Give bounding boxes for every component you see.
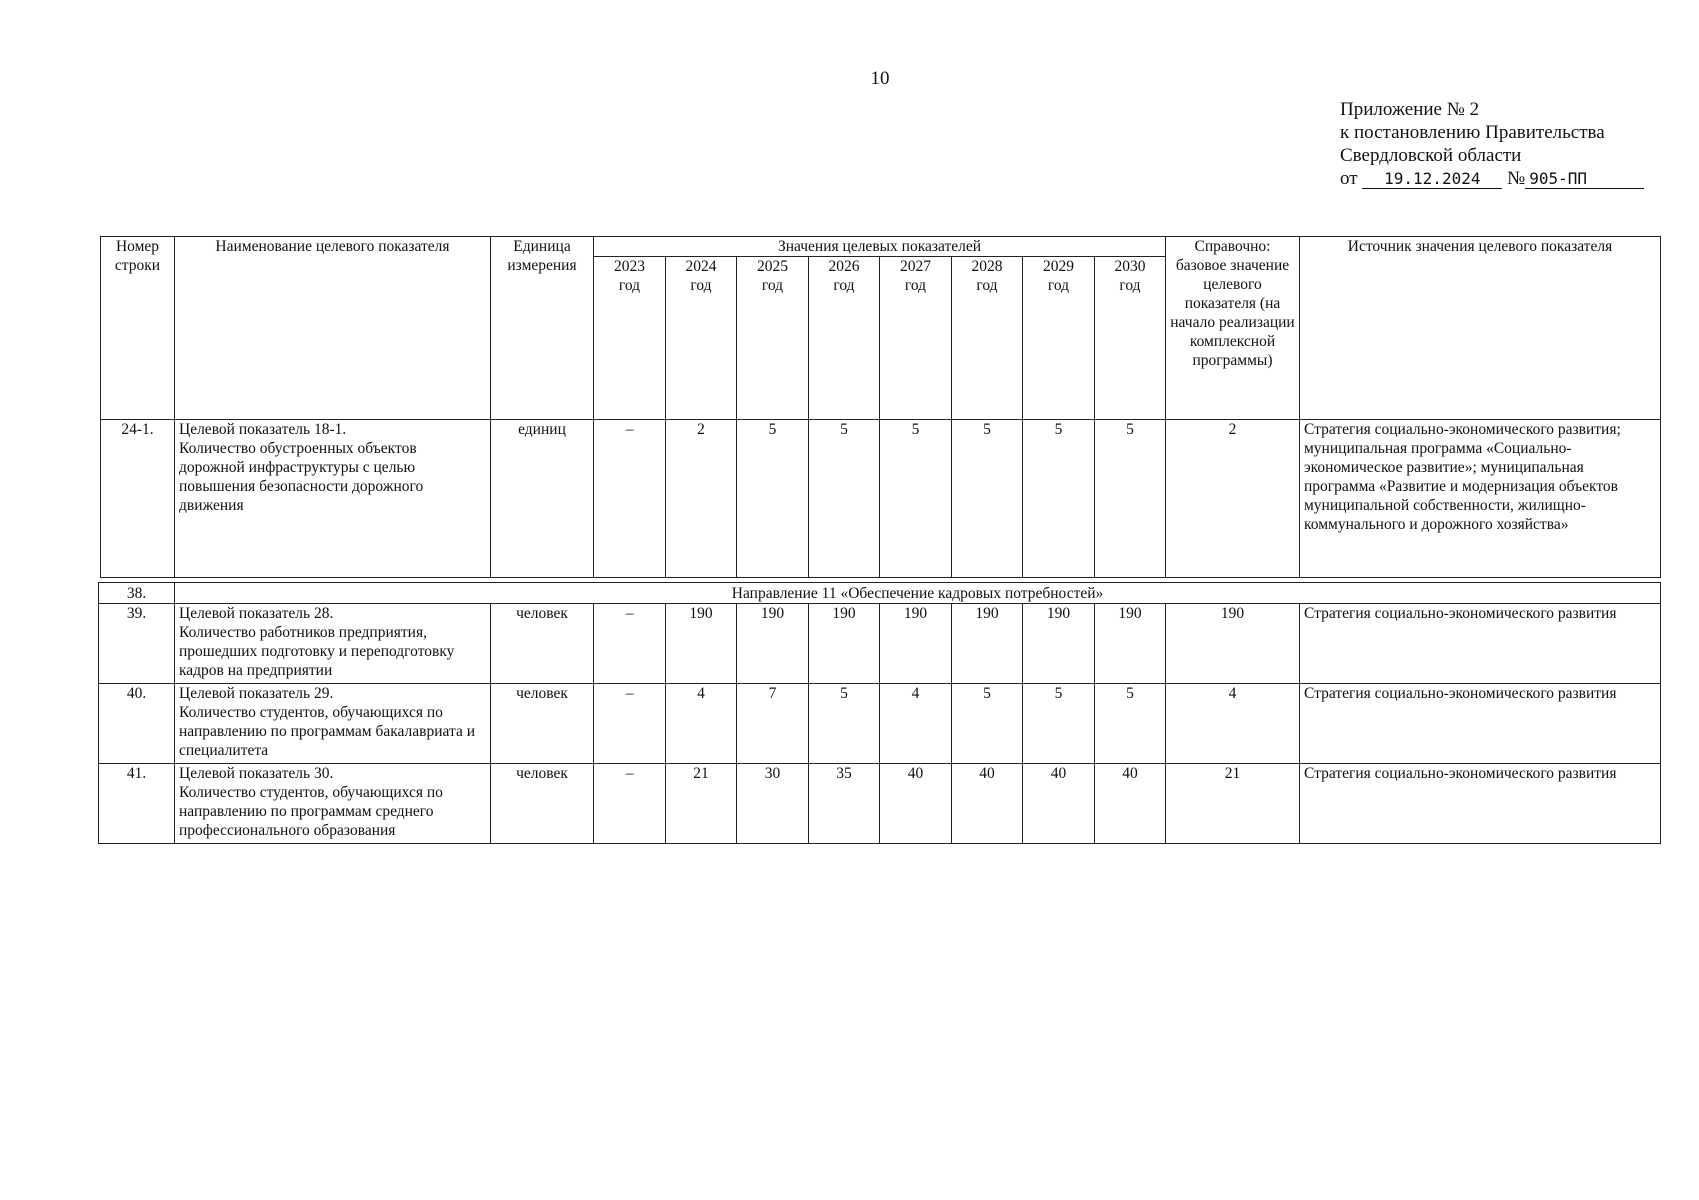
indicator-name: Целевой показатель 29. Количество студентов, обучающихся по направлению по программам бакалавриата и специалитета <box>175 684 491 764</box>
indicators-table-continued <box>98 582 1661 844</box>
appendix-date-number <box>1340 167 1644 190</box>
value-2030: 5 <box>1095 684 1166 764</box>
row-number: 38. <box>99 583 175 604</box>
header-row-number: Номер строки <box>101 237 175 420</box>
row-number: 24-1. <box>101 420 175 578</box>
table-row <box>99 604 1661 684</box>
page-number: 10 <box>870 68 890 89</box>
appendix-region: Свердловской области <box>1340 145 1522 166</box>
header-baseline: Справочно: базовое значение целевого показателя (на начало реализации комплексной программы) <box>1166 237 1300 420</box>
value-2028: 190 <box>952 604 1023 684</box>
value-2026: 5 <box>809 684 880 764</box>
value-2029: 5 <box>1023 420 1095 578</box>
baseline-value: 4 <box>1166 684 1300 764</box>
indicator-name: Целевой показатель 30. Количество студентов, обучающихся по направлению по программам среднего профессионального образования <box>175 764 491 844</box>
source: Стратегия социально-экономического развития <box>1300 604 1661 684</box>
baseline-value: 2 <box>1166 420 1300 578</box>
direction-title: Направление 11 «Обеспечение кадровых потребностей» <box>175 583 1661 604</box>
header-values-group: Значения целевых показателей <box>594 237 1166 257</box>
header-year: 2026 год <box>809 257 880 420</box>
header-year: 2028 год <box>952 257 1023 420</box>
table-row <box>101 420 1661 578</box>
value-2028: 5 <box>952 684 1023 764</box>
unit: человек <box>491 604 594 684</box>
value-2029: 190 <box>1023 604 1095 684</box>
appendix-resolution: к постановлению Правительства <box>1340 122 1605 143</box>
appendix-block <box>1340 98 1644 190</box>
table-row <box>99 684 1661 764</box>
appendix-title: Приложение № 2 <box>1340 99 1480 120</box>
resolution-date: 19.12.2024 <box>1362 170 1502 189</box>
header-unit: Единица измерения <box>491 237 594 420</box>
header-indicator-name: Наименование целевого показателя <box>175 237 491 420</box>
header-year: 2029 год <box>1023 257 1095 420</box>
value-2024: 2 <box>666 420 737 578</box>
value-2027: 4 <box>880 684 952 764</box>
value-2030: 40 <box>1095 764 1166 844</box>
value-2028: 5 <box>952 420 1023 578</box>
value-2024: 190 <box>666 604 737 684</box>
unit: единиц <box>491 420 594 578</box>
resolution-number: 905-ПП <box>1525 170 1644 189</box>
value-2027: 5 <box>880 420 952 578</box>
source: Стратегия социально-экономического развития <box>1300 684 1661 764</box>
header-year: 2025 год <box>737 257 809 420</box>
value-2030: 190 <box>1095 604 1166 684</box>
number-label: № <box>1507 168 1526 189</box>
indicator-name: Целевой показатель 18-1. Количество обустроенных объектов дорожной инфраструктуры с целью повышения безопасности дорожного движения <box>175 420 491 578</box>
value-2029: 40 <box>1023 764 1095 844</box>
indicator-name: Целевой показатель 28. Количество работников предприятия, прошедших подготовку и переподготовку кадров на предприятии <box>175 604 491 684</box>
row-number: 40. <box>99 684 175 764</box>
baseline-value: 190 <box>1166 604 1300 684</box>
row-number: 41. <box>99 764 175 844</box>
baseline-value: 21 <box>1166 764 1300 844</box>
unit: человек <box>491 684 594 764</box>
unit: человек <box>491 764 594 844</box>
value-2023: – <box>594 604 666 684</box>
source: Стратегия социально-экономического развития <box>1300 764 1661 844</box>
table-row <box>99 764 1661 844</box>
source: Стратегия социально-экономического развития; муниципальная программа «Социально-экономическое развитие»; муниципальная программа «Развитие и модернизация объектов муниципальной собственности, жилищно-коммунального и дорожного хозяйства» <box>1300 420 1661 578</box>
value-2025: 30 <box>737 764 809 844</box>
value-2023: – <box>594 684 666 764</box>
row-number: 39. <box>99 604 175 684</box>
indicators-table <box>100 236 1661 578</box>
value-2026: 35 <box>809 764 880 844</box>
value-2027: 40 <box>880 764 952 844</box>
value-2023: – <box>594 420 666 578</box>
value-2025: 7 <box>737 684 809 764</box>
value-2024: 4 <box>666 684 737 764</box>
header-year: 2023 год <box>594 257 666 420</box>
value-2024: 21 <box>666 764 737 844</box>
from-label: от <box>1340 168 1358 189</box>
header-source: Источник значения целевого показателя <box>1300 237 1661 420</box>
value-2025: 5 <box>737 420 809 578</box>
value-2030: 5 <box>1095 420 1166 578</box>
header-year: 2024 год <box>666 257 737 420</box>
value-2026: 190 <box>809 604 880 684</box>
header-year: 2030 год <box>1095 257 1166 420</box>
value-2028: 40 <box>952 764 1023 844</box>
direction-row <box>99 583 1661 604</box>
value-2027: 190 <box>880 604 952 684</box>
value-2025: 190 <box>737 604 809 684</box>
value-2029: 5 <box>1023 684 1095 764</box>
header-year: 2027 год <box>880 257 952 420</box>
value-2026: 5 <box>809 420 880 578</box>
value-2023: – <box>594 764 666 844</box>
